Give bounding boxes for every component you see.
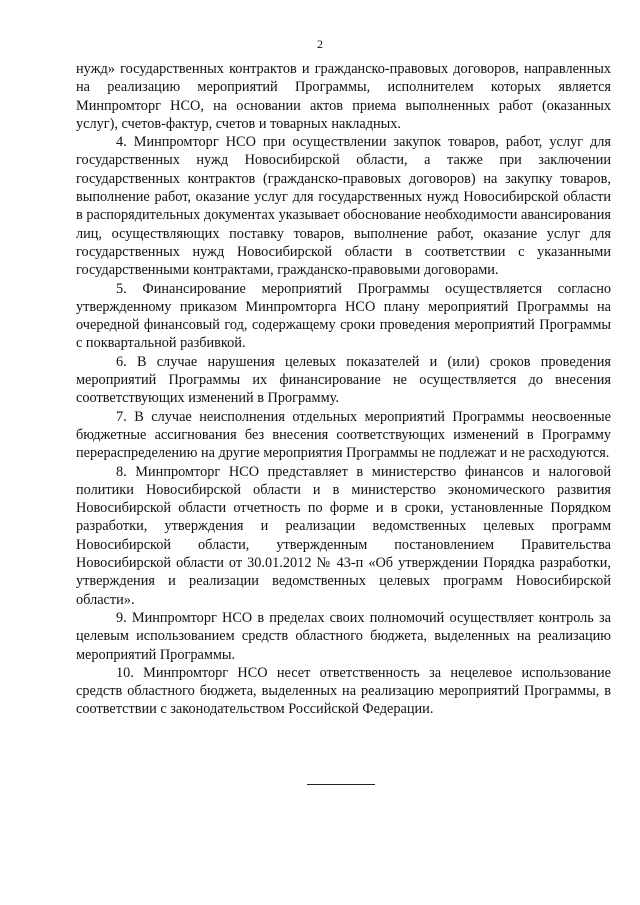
paragraph-item-10: 10. Минпромторг НСО несет ответственность за нецелевое использование средств областного бюджета, выделенных на реализацию мероприятий Программы, в соответствии с законодательством Российской Федерации.	[76, 664, 611, 718]
page-number: 2	[317, 37, 323, 51]
paragraph-item-8: 8. Минпромторг НСО представляет в министерство финансов и налоговой политики Новосибирской области и в министерство экономического развития Новосибирской области отчетность по форме и в сроки, установленные Порядком разработки, утверждения и реализации ведомственных целевых программ Новосибирской области, утвержденным постановлением Правительства Новосибирской области от 30.01.2012 № 43-п «Об утверждении Порядка разработки, утверждения и реализации ведомственных целевых программ Новосибирской области».	[76, 463, 611, 608]
paragraph-item-4: 4. Минпромторг НСО при осуществлении закупок товаров, работ, услуг для государственных нужд Новосибирской области, а также при заключении государственных контрактов (гражданско-правовых договоров) на закупку товаров, выполнение работ, оказание услуг для государственных нужд Новосибирской области в распорядительных документах указывает обоснование необходимости авансирования лиц, осуществляющих поставку товаров, выполнение работ, оказание услуг для государственных нужд Новосибирской области в соответствии с указанными государственными контрактами, гражданско-правовыми договорами.	[76, 134, 611, 279]
paragraph-item-5: 5. Финансирование мероприятий Программы осуществляется согласно утвержденному приказом Минпромторга НСО плану мероприятий Программы на очередной финансовый год, содержащему сроки проведения мероприятий Программы с поквартальной разбивкой.	[76, 280, 611, 352]
end-of-document-rule	[307, 784, 375, 785]
paragraph-item-9: 9. Минпромторг НСО в пределах своих полномочий осуществляет контроль за целевым использованием средств областного бюджета, выделенных на реализацию мероприятий Программы.	[76, 609, 611, 663]
paragraph-item-6: 6. В случае нарушения целевых показателей и (или) сроков проведения мероприятий Программы их финансирование не осуществляется до внесения соответствующих изменений в Программу.	[76, 353, 611, 407]
paragraph-continuation: нужд» государственных контрактов и гражданско-правовых договоров, направленных на реализацию мероприятий Программы, исполнителем которых является Минпромторг НСО, на основании актов приема выполненных работ (оказанных услуг), счетов-фактур, счетов и товарных накладных.	[76, 61, 611, 132]
document-body	[76, 60, 611, 719]
paragraph-item-7: 7. В случае неисполнения отдельных мероприятий Программы неосвоенные бюджетные ассигнования без внесения соответствующих изменений в Программу перераспределению на другие мероприятия Программы не подлежат и не расходуются.	[76, 408, 611, 462]
